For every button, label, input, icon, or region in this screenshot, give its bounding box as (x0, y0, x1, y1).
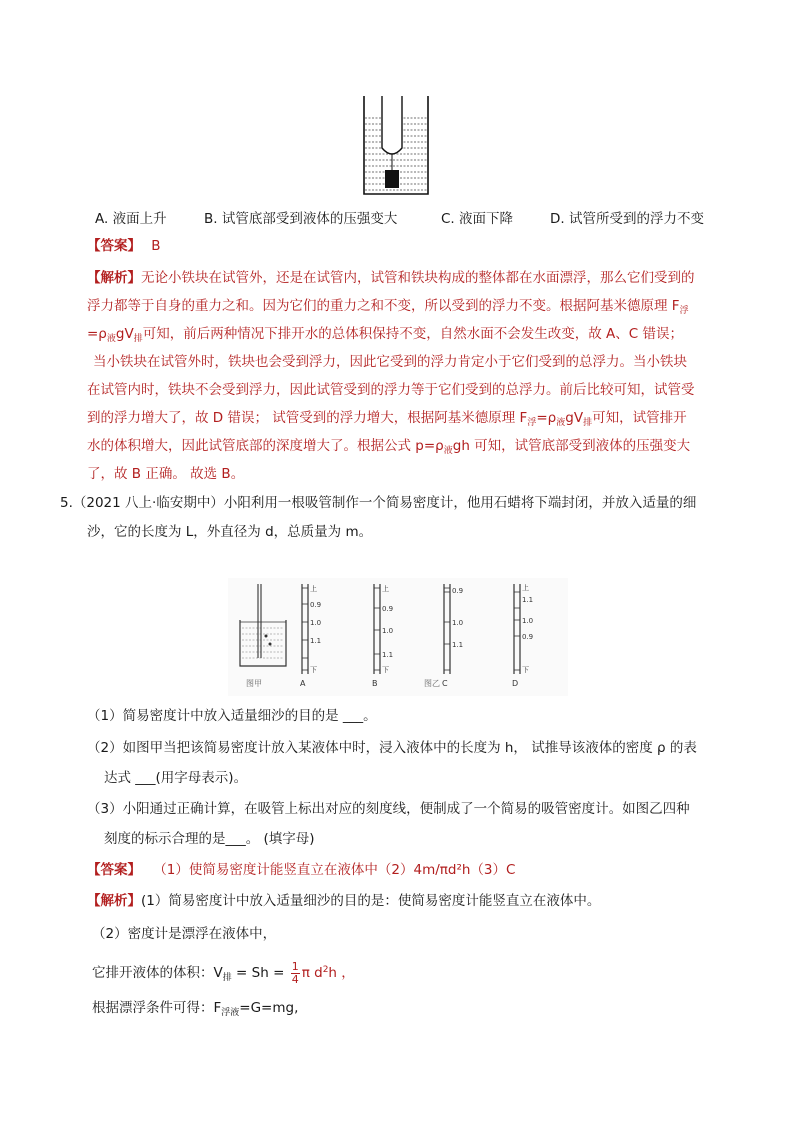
label-top: 上 (382, 585, 389, 593)
option-c: C. 液面下降 (441, 211, 514, 227)
tick-label: 1.1 (382, 651, 394, 659)
tick-label: 0.9 (452, 587, 464, 595)
figure-letter: D (512, 679, 519, 688)
tick-label: 0.9 (522, 633, 534, 641)
tick-label: 1.1 (522, 596, 534, 604)
q5-analysis-line-3: 它排开液体的体积：$V_排 = Sh$ = $\frac{1}{4}$ π $d^2h$ ， (92, 959, 355, 986)
q5-analysis-line-2: （2）密度计是漂浮在液体中， (92, 926, 277, 942)
label-top: 上 (310, 585, 317, 593)
q5-part-3-line-2: 刻度的标示合理的是___。 (填字母) (104, 831, 315, 847)
label-bottom: 下 (310, 666, 317, 674)
option-b: B. 试管底部受到液体的压强变大 (204, 211, 398, 227)
label-bottom: 下 (382, 666, 389, 674)
q4-analysis-line-8: 了，故 B 正确。 故选 B。 (87, 466, 245, 482)
q5-part-3-line-1: （3）小阳通过正确计算，在吸管上标出对应的刻度线，便制成了一个简易的吸管密度计。如图乙四种 (87, 801, 690, 817)
q5-analysis-line-1: 【解析】(1）简易密度计中放入适量细沙的目的是：使简易密度计能竖直立在液体中。 (87, 893, 601, 909)
q4-answer: 【答案】 B (87, 238, 161, 254)
q4-analysis-line-7: 水的体积增大，因此试管底部的深度增大了。根据公式 $p=\rho_液gh$ 可知，试管底部受到液体的压强变大 (87, 438, 691, 456)
figure-letter: A (300, 679, 306, 688)
tick-label: 1.1 (452, 641, 464, 649)
option-d: D. 试管所受到的浮力不变 (550, 211, 704, 227)
q4-analysis-line-6: 到的浮力增大了，故 D 错误； 试管受到的浮力增大，根据阿基米德原理 $F_浮=\rho_液gV_排$可知，试管排开 (87, 410, 687, 428)
q4-analysis-line-2: 浮力都等于自身的重力之和。因为它们的重力之和不变，所以受到的浮力不变。根据阿基米德原理 $F_浮$ (87, 298, 689, 316)
label-top: 上 (522, 584, 529, 592)
q4-analysis-line-5: 在试管内时，铁块不会受到浮力，因此试管受到的浮力等于它们受到的总浮力。前后比较可知，试管受 (87, 382, 695, 398)
tick-label: 1.0 (382, 627, 394, 635)
q5-part-2-line-2: 达式 ___(用字母表示)。 (104, 770, 248, 786)
q5-part-2-line-1: （2）如图甲当把该简易密度计放入某液体中时，浸入液体中的长度为 h， 试推导该液体的密度 ρ 的表 (87, 740, 697, 756)
q5-stem-line-1: 5.（2021 八上·临安期中）小阳利用一根吸管制作一个简易密度计，他用石蜡将下端封闭，并放入适量的细 (60, 495, 697, 511)
tick-label: 0.9 (310, 601, 322, 609)
q4-analysis-line-3: $=\rho_液gV_排$可知，前后两种情况下排开水的总体积保持不变，自然水面不会发生改变，故 A、C 错误； (87, 326, 683, 344)
option-a: A. 液面上升 (95, 211, 167, 227)
figure-yi-caption: 图乙 (424, 679, 440, 688)
q5-analysis-line-4: 根据漂浮条件可得：$F_{浮液}=G=mg$, (92, 1000, 299, 1018)
figure-letter: C (442, 679, 448, 688)
tick-label: 0.9 (382, 605, 394, 613)
figure-letter: B (372, 679, 378, 688)
q4-analysis-line-1: 【解析】无论小铁块在试管外，还是在试管内，试管和铁块构成的整体都在水面漂浮，那么它们受到的 (87, 270, 695, 286)
fraction-one-quarter: $\frac{1}{4}$ (291, 959, 299, 986)
q5-part-1: （1）简易密度计中放入适量细沙的目的是 ___。 (87, 708, 377, 724)
q4-analysis-line-4: 当小铁块在试管外时，铁块也会受到浮力，因此它受到的浮力肯定小于它们受到的总浮力。当小铁块 (93, 354, 687, 370)
tick-label: 1.0 (452, 619, 464, 627)
label-bottom: 下 (522, 666, 529, 674)
tick-label: 1.0 (310, 619, 322, 627)
test-tube-figure (362, 96, 430, 196)
density-meter-figure (228, 578, 568, 696)
figure-jia-caption: 图甲 (246, 679, 262, 688)
tick-label: 1.0 (522, 617, 534, 625)
q5-answer: 【答案】 （1）使简易密度计能竖直立在液体中（2）4m/πd²h（3）C (87, 862, 516, 878)
q5-stem-line-2: 沙，它的长度为 L，外直径为 d，总质量为 m。 (87, 524, 373, 540)
tick-label: 1.1 (310, 637, 322, 645)
